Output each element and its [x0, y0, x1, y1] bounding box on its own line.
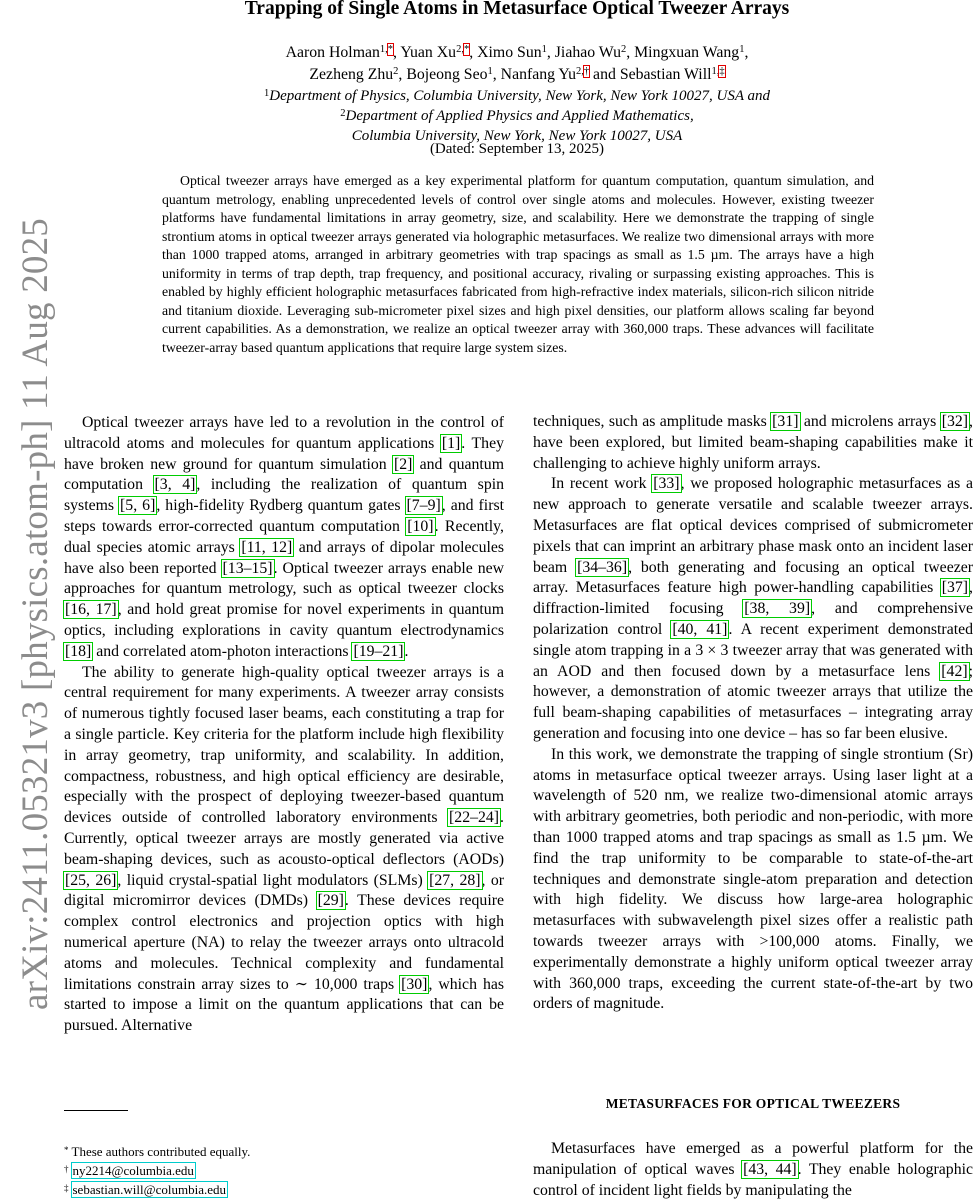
affiliation-marker: 1 — [487, 66, 493, 77]
citation-link[interactable]: [11, 12] — [241, 538, 293, 556]
affiliations — [60, 86, 974, 146]
author-footnote-link[interactable]: ‡ — [719, 66, 725, 77]
body-paragraph: In recent work [33], we proposed holographic metasurfaces as a new approach to generate versatile and scalable tweezer arrays. Metasurfaces are flat optical devices comprised of submicrometer pixels that can imprint an arbitrary phase mask onto an incident laser beam [34–36], both generating and focusing an optical tweezer array. Metasurfaces feature high power-handling capabilities [37], diffraction-limited focusing [38, 39], and comprehensive polarization control [40, 41]. A recent experiment demonstrated single atom trapping in a 3 × 3 tweezer array that was generated with an AOD and then focused down by a metasurface lens [42]; however, a demonstration of atomic tweezer arrays that utilize the full beam-shaping capabilities of metasurfaces – integrating array generation and focusing into one device – has so far been elusive. — [533, 475, 974, 742]
body-paragraph: Optical tweezer arrays have led to a revolution in the control of ultracold atoms and molecules for quantum applications [1]. They have broken new ground for quantum simulation [2] and quantum computation [3, 4], including the realization of quantum spin systems [5, 6], high-fidelity Rydberg quantum gates [7–9], and first steps towards error-corrected quantum computation [10]. Recently, dual species atomic arrays [11, 12] and arrays of dipolar molecules have also been reported [13–15]. Optical tweezer arrays enable new approaches for quantum metrology, such as optical tweezer clocks [16, 17], and hold great promise for novel experiments in quantum optics, including explorations in cavity quantum electrodynamics [18] and correlated atom-photon interactions [19–21]. — [64, 414, 505, 660]
affiliation-marker: 2 — [456, 44, 462, 55]
author-name: Bojeong Seo — [406, 66, 488, 83]
citation-link[interactable]: [29] — [317, 892, 344, 910]
footnote — [64, 1142, 250, 1161]
marker-separator: , — [716, 66, 720, 77]
citation-link[interactable]: [32] — [941, 413, 969, 430]
author-footnote-link[interactable]: * — [387, 44, 394, 55]
body-paragraph: The ability to generate high-quality optical tweezer arrays is a central requirement for many experiments. A tweezer array consists of numerous tightly focused laser beams, each constituting a trap for a single particle. Key criteria for the platform include high flexibility in array geometry, trap uniformity, and scalability. In addition, compactness, robustness, and high optical efficiency are desirable, especially with the prospect of deploying tweezer-based quantum devices outside of controlled laboratory environments [22–24]. Currently, optical tweezer arrays are mostly generated via active beam-shaping devices, such as acousto-optical deflectors (AODs) [25, 26], liquid crystal-spatial light modulators (SLMs) [27, 28], or digital micromirror devices (DMDs) [29]. These devices require complex control electronics and projection optics with high numerical aperture (NA) to relay the tweezer arrays onto ultracold atoms and molecules. Technical complexity and fundamental limitations constrain array sizes to ∼ 10,000 traps [30], which has started to impose a limit on the quantum applications that can be pursued. Alternative — [64, 663, 505, 1035]
citation-link[interactable]: [19–21] — [353, 642, 404, 660]
section-paragraph: Metasurfaces have emerged as a powerful platform for the manipulation of optical waves [43, 44]. They enable holographic control of incident light fields by manipulating the — [533, 1140, 974, 1199]
author-name: Nanfang Yu — [500, 66, 576, 83]
author-name: Yuan Xu — [400, 44, 457, 61]
citation-link[interactable]: [2] — [393, 455, 413, 473]
email-link[interactable]: ny2214@columbia.edu — [72, 1163, 194, 1178]
marker-separator: , — [461, 44, 464, 55]
abstract: Optical tweezer arrays have emerged as a key experimental platform for quantum computation, quantum simulation, and quantum metrology, enabling unprecedented levels of control over single atoms and molecules. However, existing tweezer platforms have fundamental limitations in array geometry, size, and scalability. Here we demonstrate the trapping of single strontium atoms in optical tweezer arrays generated via holographic metasurfaces. We realize two dimensional arrays with more than 1000 trapped atoms, arranged in arbitrary geometries with trap spacings as small as 1.5 µm. The arrays have a high uniformity in terms of trap depth, trap frequency, and positional accuracy, rivaling or surpassing existing approaches. This is enabled by highly efficient holographic metasurfaces fabricated from high-refractive index materials, silicon-rich silicon nitride and titanium dioxide. Leveraging sub-micrometer pixel sizes and high pixel densities, our platform allows scaling far beyond current capabilities. As a demonstration, we realize an optical tweezer array with 360,000 traps. These advances will facilitate tweezer-array based quantum applications that require large system sizes. — [162, 173, 874, 355]
citation-link[interactable]: [34–36] — [577, 558, 628, 576]
author-name: Sebastian Will — [619, 66, 712, 83]
body-paragraph: techniques, such as amplitude masks [31] and microlens arrays [32], have been explored, but limited beam-shaping capabilities make it challenging to achieve highly uniform arrays. — [533, 413, 973, 472]
affiliation-marker: 1 — [379, 44, 386, 55]
footnotes — [64, 1142, 250, 1199]
footnote-marker: * — [64, 1145, 69, 1155]
affiliation-marker: 2 — [620, 44, 627, 55]
affiliation-text: Department of Applied Physics and Applied Mathematics, — [345, 108, 694, 124]
email-link[interactable]: sebastian.will@columbia.edu — [72, 1182, 226, 1197]
author-name: Ximo Sun — [477, 44, 542, 61]
citation-link[interactable]: [37] — [941, 579, 969, 597]
marker-separator: , — [385, 44, 388, 55]
footnote-marker: ‡ — [64, 1183, 69, 1193]
citation-link[interactable]: [1] — [441, 434, 461, 452]
citation-link[interactable]: [18] — [65, 642, 92, 660]
paper-title: Trapping of Single Atoms in Metasurface Optical Tweezer Arrays — [244, 0, 790, 19]
date-line: (Dated: September 13, 2025) — [429, 141, 605, 157]
citation-link[interactable]: [7–9] — [406, 497, 441, 515]
body-paragraph: In this work, we demonstrate the trapping of single strontium (Sr) atoms in metasurface optical tweezer arrays. Using laser light at a wavelength of 520 nm, we realize two-dimensional atomic arrays with arbitrary geometries, both periodic and non-periodic, with more than 1000 trapped atoms and trap spacings as small as 1.5 µm. We find the trap uniformity to be comparable to state-of-the-art techniques and demonstrate single-atom preparation and detection with high fidelity. We discuss how large-area holographic metasurfaces with subwavelength pixel sizes offer a realistic path towards tweezer arrays with >100,000 atoms. Finally, we experimentally demonstrate a highly uniform optical tweezer array with 360,000 traps, exceeding the current state-of-the-art by two orders of magnitude. — [533, 745, 973, 1013]
footnote-text: These authors contributed equally. — [71, 1144, 251, 1159]
citation-link[interactable]: [38, 39] — [744, 600, 811, 618]
citation-link[interactable]: [10] — [407, 517, 434, 535]
marker-separator: , — [581, 66, 584, 77]
citation-link[interactable]: [25, 26] — [65, 871, 117, 889]
footnote — [64, 1161, 250, 1180]
author-name: Zezheng Zhu — [309, 66, 394, 83]
author-footnote-link[interactable]: † — [583, 66, 590, 77]
section-heading: METASURFACES FOR OPTICAL TWEEZERS — [605, 1096, 901, 1111]
author-list — [60, 42, 974, 86]
affiliation-number: 2 — [340, 108, 346, 119]
body-column-left — [64, 413, 504, 1037]
affiliation-line — [60, 106, 974, 126]
affiliation-marker: 2 — [575, 66, 582, 77]
citation-link[interactable]: [5, 6] — [120, 497, 156, 515]
arxiv-identifier-stamp: arXiv:2411.05321v3 [physics.atom-ph] 11 Aug 2025 — [15, 217, 56, 1010]
citation-link[interactable]: [13–15] — [222, 559, 273, 577]
footnote-rule — [64, 1110, 128, 1111]
author-name: Jiahao Wu — [554, 44, 621, 61]
affiliation-marker: 1 — [711, 66, 717, 77]
citation-link[interactable]: [16, 17] — [65, 601, 117, 619]
affiliation-line — [60, 86, 974, 106]
body-column-right — [533, 412, 973, 1015]
footnote — [64, 1180, 250, 1199]
footnote-marker: † — [64, 1164, 69, 1174]
affiliation-marker: 1 — [739, 44, 745, 55]
affiliation-number: 1 — [264, 88, 270, 99]
citation-link[interactable]: [33] — [653, 475, 680, 493]
author-name: Aaron Holman — [285, 44, 380, 61]
citation-link[interactable]: [42] — [941, 662, 968, 680]
affiliation-text: Columbia University, New York, New York 10027, USA — [351, 128, 683, 144]
citation-link[interactable]: [40, 41] — [672, 620, 728, 638]
citation-link[interactable]: [3, 4] — [154, 476, 196, 494]
author-footnote-link[interactable]: * — [463, 44, 470, 55]
affiliation-text: Department of Physics, Columbia University, New York, New York 10027, USA and — [269, 88, 770, 104]
citation-link[interactable]: [22–24] — [449, 809, 500, 827]
citation-link[interactable]: [30] — [401, 975, 428, 993]
affiliation-marker: 2 — [393, 66, 399, 77]
citation-link[interactable]: [31] — [772, 413, 799, 430]
affiliation-marker: 1 — [541, 44, 547, 55]
author-line-2: Zezheng Zhu$^2$, Bojeong Seo$^1$, Nanfang $Yu^{2,\dagger}$ and Sebastian Will$^{1,\ddagger}$ — [309, 66, 725, 83]
author-line-1: Aaron Holman$^{1,*}$, Yuan $Xu^{2,*}$, Ximo Sun$^1$, Jiahao Wu$^2$, Mingxuan Wang$^1$, — [285, 44, 749, 61]
citation-link[interactable]: [27, 28] — [429, 871, 481, 889]
author-name: Mingxuan Wang — [634, 44, 740, 61]
citation-link[interactable]: [43, 44] — [743, 1160, 797, 1178]
